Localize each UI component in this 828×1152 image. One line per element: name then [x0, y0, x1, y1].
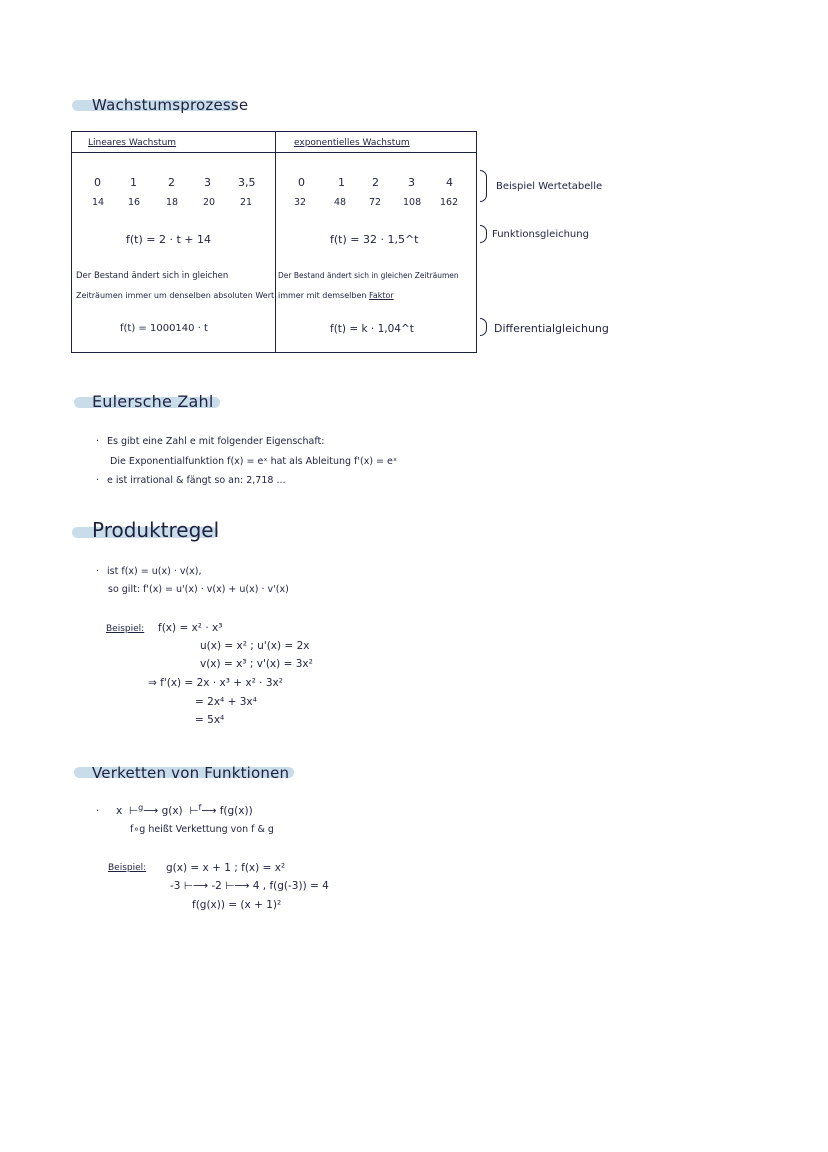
- right-function: f(t) = 32 · 1,5^t: [330, 233, 419, 246]
- chain-result: 4 , f(g(-3)) = 4: [252, 880, 329, 892]
- euler-line-1: · Es gibt eine Zahl e mit folgender Eigenschaft:: [96, 436, 324, 447]
- product-rule-line-1: · ist f(x) = u(x) · v(x),: [96, 566, 202, 577]
- growth-comparison-table: [71, 131, 477, 353]
- right-value-cell: 162: [440, 197, 459, 208]
- map-arrow-icon: ⊢: [186, 805, 199, 817]
- right-value-cell: 4: [446, 176, 453, 189]
- product-example-step: u(x) = x² ; u'(x) = 2x: [200, 640, 310, 652]
- composition-x: x: [116, 805, 123, 817]
- left-value-cell: 18: [166, 197, 179, 208]
- section-title-wachstumsprozesse: Wachstumsprozesse: [92, 96, 249, 114]
- brace-function: [480, 225, 487, 243]
- right-value-cell: 2: [372, 176, 379, 189]
- chain-value: -2: [211, 880, 222, 892]
- left-value-cell: 16: [128, 197, 141, 208]
- composition-g-label: g: [138, 803, 144, 812]
- left-function: f(t) = 2 · t + 14: [126, 233, 211, 246]
- left-value-cell: 2: [168, 176, 175, 189]
- section-title-eulersche-zahl: Eulersche Zahl: [92, 392, 214, 411]
- annotation-function: Funktionsgleichung: [492, 229, 589, 240]
- left-value-cell: 3,5: [238, 176, 256, 189]
- bullet-dot: ·: [96, 805, 113, 817]
- section-title-produktregel: Produktregel: [92, 518, 220, 542]
- table-divider-vertical: [275, 132, 276, 352]
- annotation-differential: Differentialgleichung: [494, 322, 609, 335]
- faktor-word: Faktor: [368, 291, 394, 300]
- composition-f-label: f: [198, 803, 202, 812]
- arrow-icon: ⟶: [201, 805, 217, 817]
- composition-example-step: g(x) = x + 1 ; f(x) = x²: [166, 862, 286, 874]
- right-description-line2: [278, 291, 394, 300]
- composition-diagram: [96, 803, 253, 817]
- euler-line-3: · e ist irrational & fängt so an: 2,718 ...: [96, 475, 286, 486]
- right-differential: f(t) = k · 1,04^t: [330, 323, 414, 335]
- left-description-line1: Der Bestand ändert sich in gleichen: [76, 271, 229, 281]
- product-example-step: = 5x⁴: [195, 714, 225, 726]
- composition-gx: g(x): [161, 805, 183, 817]
- composition-example-result: f(g(x)) = (x + 1)²: [192, 899, 282, 911]
- right-description-line1: Der Bestand ändert sich in gleichen Zeiträumen: [278, 271, 459, 280]
- product-example-step: = 2x⁴ + 3x⁴: [195, 696, 257, 708]
- brace-differential: [480, 318, 487, 336]
- section-title-verketten: Verketten von Funktionen: [92, 764, 290, 782]
- right-column-header: exponentielles Wachstum: [294, 138, 410, 148]
- table-divider-horizontal: [72, 152, 476, 153]
- right-value-cell: 0: [298, 176, 305, 189]
- left-column-header: Lineares Wachstum: [88, 138, 177, 148]
- annotation-table: Beispiel Wertetabelle: [496, 181, 603, 192]
- right-value-cell: 1: [338, 176, 345, 189]
- left-description-line2: Zeiträumen immer um denselben absoluten Wert: [76, 291, 275, 300]
- composition-definition: f∘g heißt Verkettung von f & g: [130, 824, 274, 835]
- map-arrow-icon: ⊢: [125, 805, 139, 817]
- product-example-step: ⇒ f'(x) = 2x · x³ + x² · 3x²: [148, 677, 283, 689]
- product-rule-line-2: so gilt: f'(x) = u'(x) · v(x) + u(x) · v'(x): [108, 584, 289, 595]
- chain-value: -3: [170, 880, 181, 892]
- right-value-cell: 32: [294, 197, 307, 208]
- product-example-label: Beispiel:: [106, 624, 145, 634]
- left-differential: f(t) = 1000140 · t: [120, 323, 208, 334]
- composition-example-label: Beispiel:: [108, 863, 147, 873]
- product-example-step: v(x) = x³ ; v'(x) = 3x²: [200, 658, 313, 670]
- left-value-cell: 14: [92, 197, 105, 208]
- map-arrow-icon: ⊢⟶: [225, 880, 250, 892]
- map-arrow-icon: ⊢⟶: [183, 880, 209, 892]
- brace-table: [480, 170, 487, 202]
- right-value-cell: 108: [403, 197, 422, 208]
- right-value-cell: 48: [334, 197, 347, 208]
- left-value-cell: 0: [94, 176, 101, 189]
- euler-line-2: Die Exponentialfunktion f(x) = eˣ hat als Ableitung f'(x) = eˣ: [110, 456, 398, 467]
- right-value-cell: 3: [408, 176, 415, 189]
- composition-example-chain: [170, 880, 329, 892]
- left-value-cell: 1: [130, 176, 137, 189]
- left-value-cell: 3: [204, 176, 211, 189]
- arrow-icon: ⟶: [143, 805, 159, 817]
- composition-fgx: f(g(x)): [219, 805, 253, 817]
- right-description-text: immer mit demselben: [278, 291, 367, 300]
- product-example-step: f(x) = x² · x³: [158, 622, 223, 634]
- left-value-cell: 21: [240, 197, 253, 208]
- left-value-cell: 20: [203, 197, 216, 208]
- right-value-cell: 72: [369, 197, 382, 208]
